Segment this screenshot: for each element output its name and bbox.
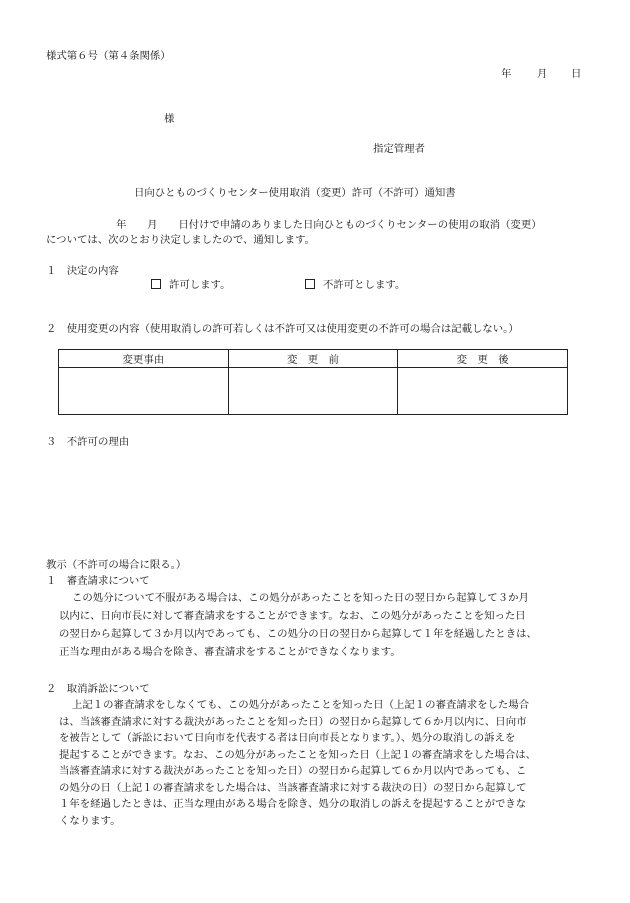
notice-item1-line: この処分について不服がある場合は、この処分があったことを知った日の翌日から起算して３か月: [72, 592, 529, 604]
notice-item2-line: くなります。: [59, 815, 121, 827]
col-header-reason: 変更事由: [59, 350, 229, 368]
notice-item1-heading: １ 審査請求について: [46, 575, 150, 587]
notice-item2-line: 上記１の審査請求をしなくても、この処分があったことを知った日（上記１の審査請求をした場合: [72, 699, 530, 711]
notice-item2-heading: ２ 取消訴訟について: [46, 683, 150, 695]
date-year-label: 年: [501, 68, 512, 80]
date-day-label: 日: [571, 68, 582, 80]
option-deny-label: 不許可とします。: [323, 279, 406, 291]
notice-item2-line: 提起することができます。なお、この処分があったことを知った日（上記１の審査請求をした場合は、: [59, 749, 537, 761]
document-title: 日向ひとものづくりセンター使用取消（変更）許可（不許可）通知書: [134, 187, 456, 199]
change-table: [58, 349, 568, 415]
deny-checkbox[interactable]: [305, 279, 315, 289]
addressee-suffix: 様: [164, 113, 175, 125]
cell-reason[interactable]: [59, 368, 229, 415]
date-month-label: 月: [537, 68, 548, 80]
section1-heading: １ 決定の内容: [46, 265, 119, 277]
notice-heading: 教示（不許可の場合に限る。）: [46, 559, 187, 571]
notice-item2-line: を被告として（訴訟において日向市を代表する者は日向市長となります。）、処分の取消しの訴えを: [59, 732, 516, 744]
notice-item2-line: １年を経過したときは、正当な理由がある場合を除き、処分の取消しの訴えを提起することができな: [59, 798, 527, 810]
section3-heading: ３ 不許可の理由: [46, 436, 130, 448]
permit-checkbox[interactable]: [151, 279, 161, 289]
cell-after[interactable]: [398, 368, 568, 415]
section2-heading: ２ 使用変更の内容（使用取消しの許可若しくは不許可又は使用変更の不許可の場合は記載しない。）: [46, 323, 519, 335]
intro-line-2: については、次のとおり決定しましたので、通知します。: [46, 234, 315, 246]
form-number: 様式第６号（第４条関係）: [46, 50, 171, 62]
intro-line-1: 年 月 日付けで申請のありました日向ひとものづくりセンターの使用の取消（変更）: [116, 219, 542, 231]
option-permit: [151, 276, 231, 291]
notice-item1-line: 以内に、日向市長に対して審査請求をすることができます。なお、この処分があったことを知った日: [59, 610, 526, 622]
issuer-label: 指定管理者: [373, 143, 425, 155]
notice-item2-line: の処分の日（上記１の審査請求をした場合は、当該審査請求に対する裁決の日）の翌日から起算して: [59, 782, 527, 794]
notice-item1-line: 正当な理由がある場合を除き、審査請求をすることができなくなります。: [59, 646, 401, 658]
notice-item2-line: は、当該審査請求に対する裁決があったことを知った日）の翌日から起算して６か月以内に、日向市: [59, 716, 527, 728]
option-permit-label: 許可します。: [169, 279, 231, 291]
notice-item2-line: 当該審査請求に対する裁決があったことを知った日）の翌日から起算して６か月以内であっても、こ: [59, 765, 527, 777]
col-header-after: 変 更 後: [398, 350, 568, 368]
notice-item1-line: の翌日から起算して３か月以内であっても、この処分の日の翌日から起算して１年を経過したときは、: [59, 628, 537, 640]
col-header-before: 変 更 前: [228, 350, 398, 368]
option-deny: [305, 276, 405, 291]
cell-before[interactable]: [228, 368, 398, 415]
